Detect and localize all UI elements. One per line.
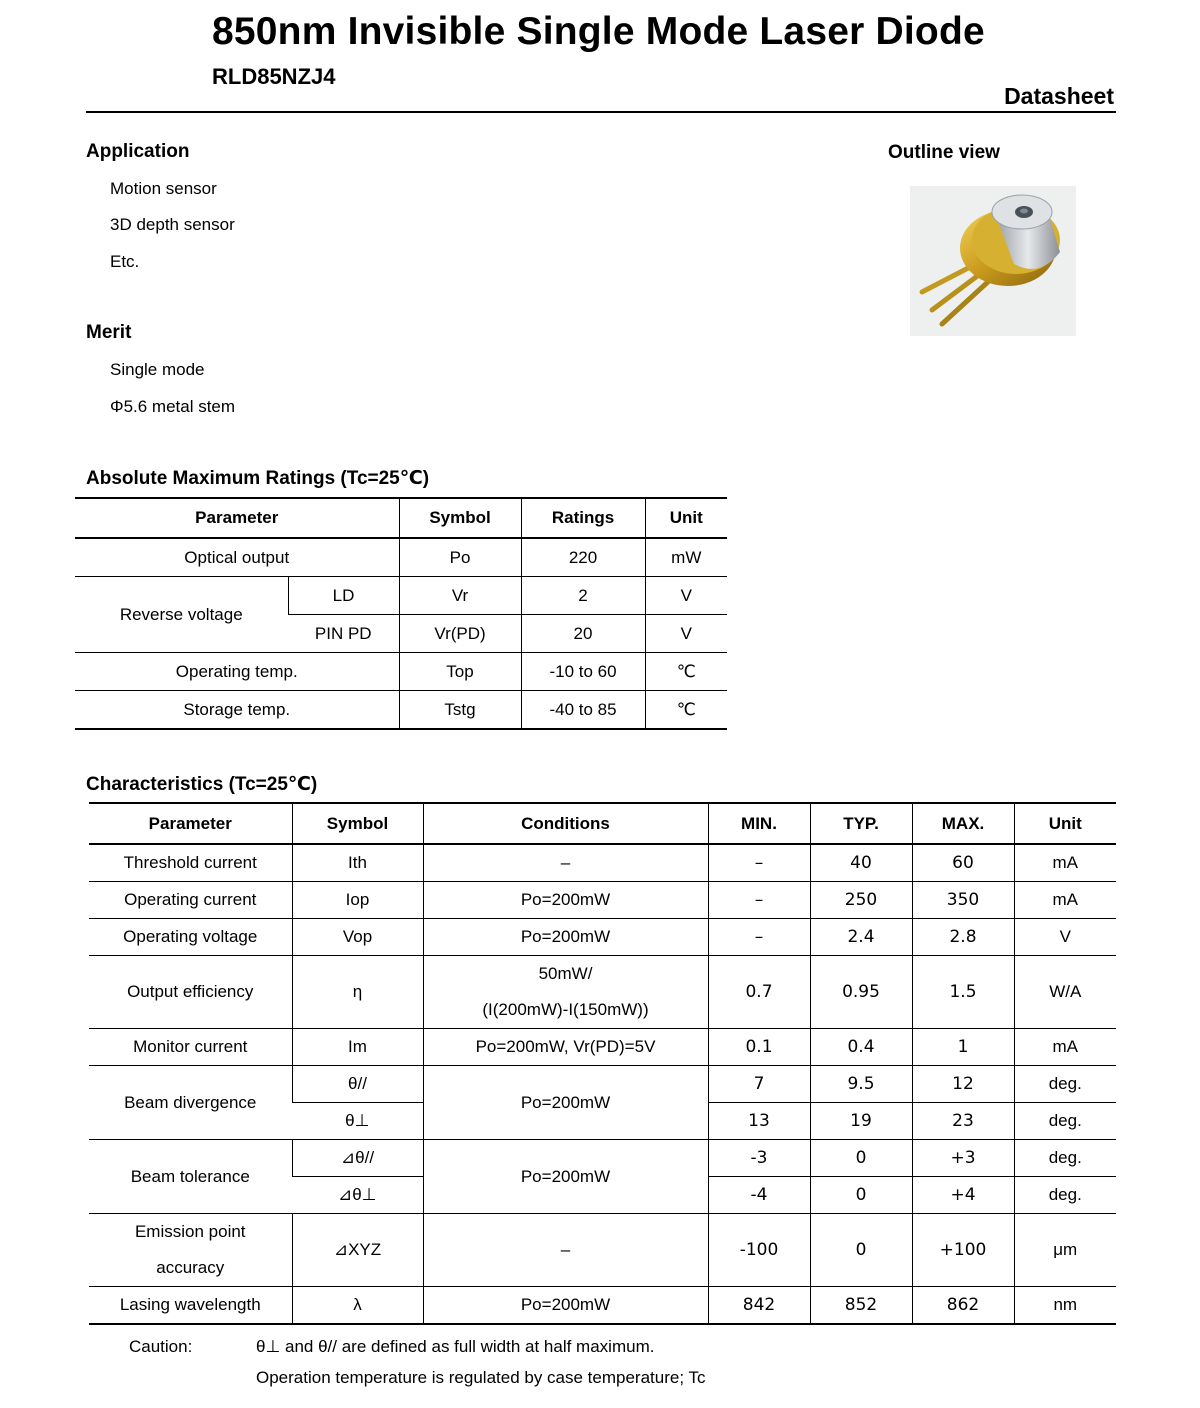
param-cell	[89, 1214, 292, 1287]
table-row	[75, 653, 727, 691]
unit-cell: deg.	[1014, 1066, 1116, 1103]
condition-cell: Po=200mW	[423, 882, 708, 919]
typ-cell: 0	[810, 1177, 912, 1214]
min-cell: 13	[708, 1103, 810, 1140]
table-row	[89, 1029, 1116, 1066]
col-header-unit: Unit	[1014, 803, 1116, 844]
max-cell: 1.5	[912, 956, 1014, 1029]
caution-label: Caution:	[129, 1337, 193, 1356]
param-cell: Beam tolerance	[89, 1140, 292, 1214]
condition-cell	[423, 956, 708, 1029]
typ-cell: 19	[810, 1103, 912, 1140]
unit-cell: V	[645, 577, 727, 615]
merit-item: Φ5.6 metal stem	[110, 397, 236, 416]
symbol-cell: λ	[292, 1287, 423, 1325]
typ-cell: 0	[810, 1140, 912, 1177]
application-item: 3D depth sensor	[110, 215, 235, 234]
param-line: accuracy	[156, 1258, 225, 1277]
col-header-typ: TYP.	[810, 803, 912, 844]
outline-heading: Outline view	[888, 142, 1000, 163]
typ-cell: 0.4	[810, 1029, 912, 1066]
characteristics-heading: Characteristics (Tc=25℃)	[86, 774, 318, 795]
max-cell: +100	[912, 1214, 1014, 1287]
rating-cell: -10 to 60	[521, 653, 645, 691]
rating-cell: 2	[521, 577, 645, 615]
min-cell: 7	[708, 1066, 810, 1103]
param-cell: Reverse voltage	[75, 577, 288, 653]
table-header-row	[89, 803, 1116, 844]
typ-cell: 0.95	[810, 956, 912, 1029]
unit-cell: ℃	[645, 691, 727, 730]
header-divider	[86, 111, 1116, 113]
max-cell: 2.8	[912, 919, 1014, 956]
col-header-symbol: Symbol	[292, 803, 423, 844]
param-cell: Storage temp.	[75, 691, 399, 730]
unit-cell: deg.	[1014, 1177, 1116, 1214]
max-cell: +3	[912, 1140, 1014, 1177]
min-cell: –	[708, 919, 810, 956]
condition-cell: Po=200mW	[423, 1140, 708, 1214]
min-cell: –	[708, 844, 810, 882]
symbol-cell: Vop	[292, 919, 423, 956]
condition-cell: Po=200mW	[423, 1066, 708, 1140]
unit-cell: mW	[645, 538, 727, 577]
table-row	[89, 1214, 1116, 1287]
col-header-unit: Unit	[645, 498, 727, 538]
min-cell: 0.7	[708, 956, 810, 1029]
max-cell: +4	[912, 1177, 1014, 1214]
symbol-cell: ⊿θ//	[292, 1140, 423, 1177]
table-row	[89, 956, 1116, 1029]
min-cell: -3	[708, 1140, 810, 1177]
param-cell: Operating current	[89, 882, 292, 919]
unit-cell: mA	[1014, 1029, 1116, 1066]
symbol-cell: η	[292, 956, 423, 1029]
condition-cell: Po=200mW	[423, 919, 708, 956]
param-cell: Lasing wavelength	[89, 1287, 292, 1325]
typ-cell: 250	[810, 882, 912, 919]
caution-note: θ⊥ and θ// are defined as full width at half maximum.	[256, 1337, 655, 1356]
typ-cell: 40	[810, 844, 912, 882]
condition-cell: –	[423, 1214, 708, 1287]
param-cell: Operating voltage	[89, 919, 292, 956]
abs-max-heading: Absolute Maximum Ratings (Tc=25℃)	[86, 468, 430, 489]
col-header-min: MIN.	[708, 803, 810, 844]
unit-cell: μm	[1014, 1214, 1116, 1287]
symbol-cell: Top	[399, 653, 521, 691]
table-row	[89, 844, 1116, 882]
abs-max-table	[75, 497, 727, 730]
param-cell: Operating temp.	[75, 653, 399, 691]
rating-cell: 20	[521, 615, 645, 653]
unit-cell: deg.	[1014, 1103, 1116, 1140]
condition-cell: –	[423, 844, 708, 882]
merit-item: Single mode	[110, 360, 205, 379]
max-cell: 23	[912, 1103, 1014, 1140]
symbol-cell: Ith	[292, 844, 423, 882]
max-cell: 60	[912, 844, 1014, 882]
table-row	[75, 691, 727, 730]
param-cell: Threshold current	[89, 844, 292, 882]
doc-type-label: Datasheet	[1004, 83, 1114, 109]
symbol-cell: Im	[292, 1029, 423, 1066]
symbol-cell: ⊿θ⊥	[292, 1177, 423, 1214]
unit-cell: mA	[1014, 844, 1116, 882]
min-cell: –	[708, 882, 810, 919]
min-cell: 842	[708, 1287, 810, 1325]
symbol-cell: Iop	[292, 882, 423, 919]
condition-cell: Po=200mW	[423, 1287, 708, 1325]
table-row	[89, 1287, 1116, 1325]
table-row	[89, 1066, 1116, 1103]
table-row	[89, 919, 1116, 956]
typ-cell: 852	[810, 1287, 912, 1325]
application-heading: Application	[86, 141, 190, 162]
symbol-cell: θ//	[292, 1066, 423, 1103]
typ-cell: 9.5	[810, 1066, 912, 1103]
unit-cell: nm	[1014, 1287, 1116, 1325]
min-cell: -4	[708, 1177, 810, 1214]
table-row	[75, 577, 727, 615]
max-cell: 12	[912, 1066, 1014, 1103]
typ-cell: 0	[810, 1214, 912, 1287]
laser-diode-icon	[910, 186, 1076, 336]
table-header-row	[75, 498, 727, 538]
merit-heading: Merit	[86, 322, 132, 343]
symbol-cell: Tstg	[399, 691, 521, 730]
symbol-cell: Vr(PD)	[399, 615, 521, 653]
max-cell: 862	[912, 1287, 1014, 1325]
unit-cell: V	[645, 615, 727, 653]
sub-param-cell: LD	[288, 577, 399, 615]
col-header-symbol: Symbol	[399, 498, 521, 538]
rating-cell: -40 to 85	[521, 691, 645, 730]
symbol-cell: Vr	[399, 577, 521, 615]
condition-line: (I(200mW)-I(150mW))	[482, 1000, 649, 1019]
max-cell: 1	[912, 1029, 1014, 1066]
symbol-cell: θ⊥	[292, 1103, 423, 1140]
col-header-parameter: Parameter	[89, 803, 292, 844]
caution-note: Operation temperature is regulated by case temperature; Tc	[256, 1368, 706, 1387]
application-item: Etc.	[110, 252, 140, 271]
param-cell: Beam divergence	[89, 1066, 292, 1140]
symbol-cell: Po	[399, 538, 521, 577]
param-cell: Monitor current	[89, 1029, 292, 1066]
table-row	[75, 538, 727, 577]
model-number: RLD85NZJ4	[212, 64, 336, 89]
characteristics-table	[89, 802, 1116, 1325]
min-cell: -100	[708, 1214, 810, 1287]
condition-line: 50mW/	[538, 964, 593, 983]
min-cell: 0.1	[708, 1029, 810, 1066]
col-header-parameter: Parameter	[75, 498, 399, 538]
unit-cell: mA	[1014, 882, 1116, 919]
param-cell: Output efficiency	[89, 956, 292, 1029]
unit-cell: ℃	[645, 653, 727, 691]
param-cell: Optical output	[75, 538, 399, 577]
document-title: 850nm Invisible Single Mode Laser Diode	[212, 10, 985, 53]
col-header-max: MAX.	[912, 803, 1014, 844]
symbol-cell: ⊿XYZ	[292, 1214, 423, 1287]
unit-cell: W/A	[1014, 956, 1116, 1029]
application-item: Motion sensor	[110, 179, 217, 198]
col-header-conditions: Conditions	[423, 803, 708, 844]
table-row	[89, 1140, 1116, 1177]
max-cell: 350	[912, 882, 1014, 919]
param-line: Emission point	[134, 1222, 246, 1241]
unit-cell: deg.	[1014, 1140, 1116, 1177]
typ-cell: 2.4	[810, 919, 912, 956]
sub-param-cell: PIN PD	[288, 615, 399, 653]
table-row	[89, 882, 1116, 919]
condition-cell: Po=200mW, Vr(PD)=5V	[423, 1029, 708, 1066]
laser-diode-image	[910, 186, 1076, 336]
rating-cell: 220	[521, 538, 645, 577]
unit-cell: V	[1014, 919, 1116, 956]
col-header-ratings: Ratings	[521, 498, 645, 538]
